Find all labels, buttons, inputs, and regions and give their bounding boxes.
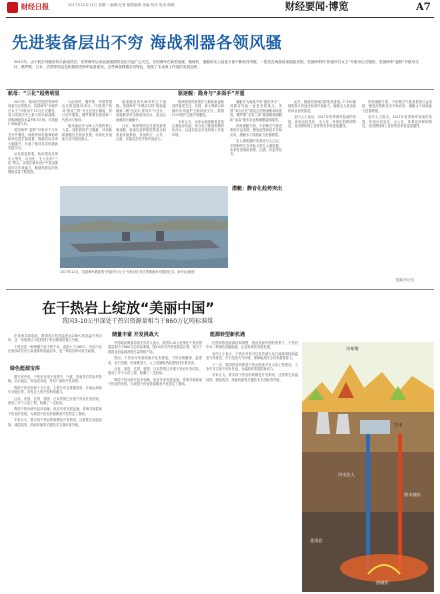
article2-column-2 (108, 341, 202, 591)
paragraph: 目前，美国、法国、德国、日本等国已开展干热岩开发试验，建成了多个示范工程，积累了一定经验。 (108, 367, 202, 376)
page-number: A7 (416, 2, 431, 13)
issue-info: 2017年12月11日 星期一 编辑/记者 版面编辑 美编 校对 电话 邮箱 (68, 3, 175, 7)
paragraph: 驱逐舰是现代海军的主力战舰。美国海军“朱姆沃尔特”级驱逐舰第二艘“迈克尔·蒙苏尔”号交付，该级舰采用全新隐身设计，雷达反射截面大幅缩小。 (116, 100, 166, 122)
article1-byline: 据新华社电 (396, 278, 414, 282)
article1-subhead-destroyer: 驱逐舰：隐身与“多面手”并重 (178, 91, 245, 97)
paragraph: 专家认为，要实现干热岩的规模化开发利用，还需要在高温钻探、储层改造、热能转换等关键技术方面取得突破。 (8, 418, 102, 427)
article2-subhead-reserves: 储量丰富 开发挑战大 (112, 332, 159, 338)
paragraph: 干热岩是一种埋藏于地下数千米、温度大于180℃、内部不存在流体或仅有少量流体的高温岩体，是一种清洁的可再生能源。 (8, 344, 102, 354)
paragraph: 业内人士指出，2017年世界海军装备的发展，体现出信息化、无人化、体系化的鲜明特征，各国围绕海上优势的竞争将更加激烈。 (288, 115, 356, 129)
diagram-label-heat-zone: 热储层 (376, 580, 389, 585)
diagram-label-granite: 花岗岩 (310, 538, 323, 543)
paragraph: 美国海军“福特”号航母于今年交付并服役，该舰采用电磁弹射系统和先进拦阻装置，舰载机出动率大幅提升，代表了航母技术的最新发展方向。 (8, 128, 58, 151)
paragraph: 业内人士表示，干热岩开发可以有效减少化石能源消耗和温室气体排放，对于改善大气环境、保障能源安全具有重要意义。 (206, 351, 298, 361)
paragraph: 下一步，我国将加快推进干热岩勘查开发示范工程建设，力争早日实现干热岩发电，为能源转型提供新动力。 (206, 362, 298, 372)
aircraft-carrier-photo (60, 186, 228, 268)
paragraph: 从发展趋势看，航母建设呈现出大型化、信息化、无人化的“三化”特点。各国在航母设计中更加重视综合作战能力，舰载机联队的规模和质量不断提高。 (8, 152, 58, 175)
geothermal-diagram (302, 342, 434, 592)
paragraph: 我国干热岩研究起步较晚，但近年来发展迅速。青海共和盆地干热岩的发现，为我国干热岩资源勘查开发奠定了基础。 (108, 377, 202, 387)
article2-column-1 (8, 375, 102, 591)
carrier-photo-graphic (60, 186, 228, 268)
article1-column-3 (116, 100, 166, 182)
paragraph: 常规潜艇方面，不依赖空气推进系统日益成熟，锂电池等新技术开始应用，潜艇水下续航能力显著增强。 (362, 100, 432, 113)
paragraph: 常规潜艇方面，不依赖空气推进系统日益成熟，锂电池等新技术开始应用，潜艇水下续航能力显著增强。 (230, 124, 282, 137)
paragraph: 专家认为，要实现干热岩的规模化开发利用，还需要在高温钻探、储层改造、热能转换等关键技术方面取得突破。 (206, 373, 298, 382)
article1-lead: 2017年，由于航空母舰的持久新闻效应，世界海军运用装备版图的变化引起广泛关注。各国海军在新型战舰、舰载机、潜艇和无人装备方面不断取得突破，一批先进海战装备陆续亮相。英国海军的“伊丽莎白女王”号航母正式服役，美国海军“福特”号航母交付，俄罗斯、日本、法国等国也在积极推进海军装备建设。这些海战利器各具特色，展现了未来海上作战的发展趋势。 (14, 60, 419, 70)
paper-logo-icon (7, 2, 18, 13)
paragraph: 然而，干热岩开发面临诸多技术挑战。干热岩埋藏深、温度高、岩石坚硬，钻探难度大，人工造储和热能提取技术要求高。 (108, 356, 202, 365)
article1-column-7 (362, 100, 432, 276)
paragraph: 业内人士指出，2017年世界海军装备的发展，体现出信息化、无人化、体系化的鲜明特征，各国围绕海上优势的竞争将更加激烈。 (362, 115, 432, 129)
article1-headline: 先进装备层出不穷 海战利器各领风骚 (12, 33, 283, 52)
geothermal-illustration (302, 342, 434, 592)
article2-intro (8, 334, 102, 364)
paragraph: 欧洲国家的新型护卫舰和驱逐舰同样备受关注，法国、意大利联合研制的多用途护卫舰持续交付，德国F125型护卫舰开始服役。 (172, 100, 224, 118)
section-rule-2 (6, 289, 434, 290)
article2-subhead: 我国3-10公里深处干热岩资源量相当于860万亿吨标准煤 (62, 318, 214, 325)
section-rule (6, 89, 434, 90)
paragraph: 潜艇作为海战中的“隐形杀手”，其静音性能一直是发展重点。美国“弗吉尼亚”级攻击型核潜艇持续建造，俄罗斯“北风之神”级战略核潜艇和“亚森”级多用途核潜艇陆续服役。 (230, 100, 282, 122)
article1-subhead-carrier: 航母：“三化”趋势明显 (8, 91, 60, 97)
paragraph: 与此同时，俄罗斯、印度等国也在推进航母项目。印度国产航母“维克兰特”号正在进行舾装，预计近年服役。俄罗斯则在规划新一代核动力航母。 (62, 100, 112, 122)
article1-column-2 (62, 100, 112, 182)
paragraph: 目前，美国、法国、德国、日本等国已开展干热岩开发试验，建成了多个示范工程，积累了一定经验。 (8, 396, 102, 406)
masthead-rule (6, 17, 434, 18)
article2-column-3 (206, 341, 298, 591)
paragraph: 中国地质调查局相关负责人表示，我国3-10公里深处干热岩资源量相当于860万亿吨标准煤，按2%的可开采资源量计算，相当于我国目前能源消耗总量的数千倍。 (108, 341, 202, 354)
article2-subhead-transition: 能源转型新机遇 (210, 332, 246, 338)
paragraph: 无人潜航器的发展也引人注目，多国海军正在试验大型无人潜航器，未来有望承担侦察、反潜、布雷等任务。 (230, 139, 282, 157)
article1-column-4 (172, 100, 224, 182)
article2-headline: 在干热岩上绽放“美丽中国” (42, 301, 215, 317)
paragraph: 在国家推进能源结构调整、建设美丽中国的背景下，干热岩作为一种绿色低碳能源，正迎来新的发展机遇。 (206, 341, 298, 350)
article1-column-6 (288, 100, 356, 276)
paragraph: 此外，舰载机领域同样取得进展。F-35C舰载型战斗机逐步形成作战能力，舰载无人机加油机项目加快推进。 (288, 100, 356, 113)
edition-title: 财经要闻·博览 (285, 2, 349, 13)
paragraph: 航母编队作为海上作战的核心力量，其配套的护卫舰艇、补给舰和潜艇也在同步发展，体系化作战能力成为建设重点。 (62, 124, 112, 142)
paragraph: 我国干热岩研究起步较晚，但近年来发展迅速。青海共和盆地干热岩的发现，为我国干热岩资源勘查开发奠定了基础。 (8, 407, 102, 416)
diagram-label-production: 热水抽出 (404, 492, 421, 497)
paragraph: 在青海共和盆地，我国首次钻获温度达236℃的高温干热岩体，这一发现被认为是我国干热岩勘查的重大突破。 (8, 334, 102, 343)
article1-column-1 (8, 100, 58, 270)
paragraph: 日本、韩国等国也在建造新型驱逐舰，装备先进的相控阵雷达和垂直发射系统，具备防空、反导、反潜、对陆攻击等多种作战能力。 (116, 124, 166, 142)
diagram-label-injection: 冷水注入 (338, 472, 355, 477)
paper-name: 财经日报 (21, 3, 49, 11)
paragraph: 专家认为，未来水面战舰将更加注重隐身性能、综合电力推进和模块化设计，以适应复杂多变的海上作战环境。 (172, 119, 224, 137)
diagram-label-generator: 发电 (394, 422, 403, 427)
photo-caption: 2017年12月，英国海军最新型“伊丽莎白女王”号航母在朴次茅斯港举行服役仪式。新华社/路透 (60, 270, 195, 274)
paragraph: 据专家介绍，干热岩发电不受季节、气候、昼夜等自然条件影响，运行稳定，发电成本低，具有广阔的开发前景。 (8, 375, 102, 384)
article1-subhead-submarine: 潜艇：静音化趋势突出 (232, 186, 283, 192)
paragraph: 2017年，航母依然是世界海军装备关注的焦点。英国海军“伊丽莎白女王”号航母于12月正式服役，成为英国历史上最大的水面战舰。该舰满载排水量约6.5万吨，可搭载F-35B战斗机。 (8, 100, 58, 127)
paragraph: 我国干热岩资源十分丰富，主要分布在青藏高原、东南沿海和华北地区等，具有巨大的开发利用潜力。 (8, 385, 102, 395)
diagram-label-cooling: 冷却塔 (346, 346, 359, 351)
article2-subhead-green: 绿色能源宝库 (10, 366, 41, 372)
